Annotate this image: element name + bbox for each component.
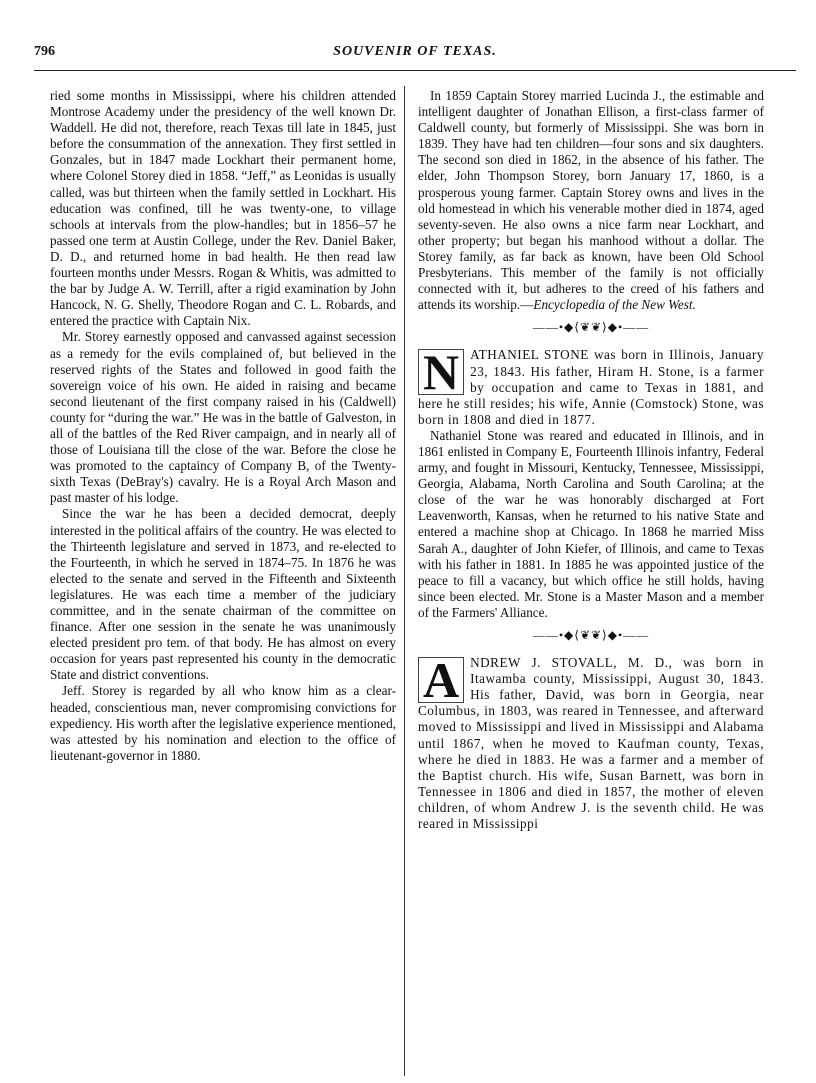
- source-citation: Encyclopedia of the New West.: [533, 297, 696, 313]
- section-separator-ornament: ——•◆⟨❦❦⟩◆•——: [532, 628, 650, 642]
- stone-paragraph-1: [418, 344, 764, 427]
- section-separator-ornament: ——•◆⟨❦❦⟩◆•——: [532, 320, 650, 335]
- storey-paragraph-1: ried some months in Mississippi, where his children attended Montrose Academy under the presidency of the well known Dr. Waddell. He did not, therefore, reach Texas till late in 1845, just before the consummation of the annexation. They first settled in Gonzales, but in 1847 made Lockhart their permanent home, where Colonel Storey died in 1858. “Jeff,” as Leonidas is usually called, was but thirteen when the family settled in Lockhart. His education was confined, till he was twenty-one, to village schools at intervals from the plow-handles; but in 1856–57 he passed one term at Austin College, under the Rev. Daniel Baker, D. D., and returned home in bad health. He then read law fourteen months under Messrs. Rogan & Whitis, was admitted to the bar by Judge A. W. Terrill, after a rigid examination by John Hancock, N. G. Shelly, Theodore Rogan and C. L. Robards, and entered the practice with Captain Nix.: [50, 88, 396, 329]
- storey-marriage-paragraph: [418, 88, 764, 313]
- page-header: [34, 44, 796, 66]
- left-column: [50, 88, 396, 764]
- stone-paragraph-2: Nathaniel Stone was reared and educated in Illinois, and in 1861 enlisted in Company E, Fourteenth Illinois infantry, Federal army, and fought in Missouri, Kentucky, Tennessee, Mississippi, Georgia, Alabama, North Carolina and South Carolina; at the close of the war he was honorably discharged at Fort Leavenworth, Kansas, when he returned to his native State and entered a machine shop at Chicago. In 1868 he married Miss Sarah A., daughter of John Kiefer, of Illinois, and came to Texas with his father in 1881. In 1885 he was appointed justice of the peace to fill a vacancy, but which office he still holds, having since been elected. Mr. Stone is a Master Mason and a member of the Farmers' Alliance.: [418, 427, 764, 620]
- page-number: 796: [34, 44, 55, 59]
- stone-intro-text: ATHANIEL STONE was born in Illinois, January 23, 1843. His father, Hiram H. Stone, is a farmer by occupation and came to Texas in 1881, and here he still resides; his wife, Annie (Comstock) Stone, was born in 1808 and died in 1877.: [418, 347, 764, 427]
- right-column: [418, 88, 764, 832]
- column-divider: [404, 86, 405, 1076]
- storey-paragraph-4: Jeff. Storey is regarded by all who know him as a clear-headed, conscientious man, never compromising convictions for expediency. His worth after the legislative experience mentioned, was attested by his nomination and election to the office of lieutenant-governor in 1880.: [50, 683, 396, 763]
- storey-paragraph-3: Since the war he has been a decided democrat, deeply interested in the political affairs of the country. He was elected to the Thirteenth legislature and served in 1873, and re-elected to the Fourteenth, in which he served in 1874–75. In 1876 he was elected to the senate and served in the Fifteenth and Sixteenth legislatures. He was each time a member of the judiciary committee, and in the senate chairman of the committee on finance. After one session in the senate he was unanimously elected president pro tem. of that body. He has almost on every occasion for years past represented his county in the democratic State and district conventions.: [50, 506, 396, 683]
- storey-marriage-text: In 1859 Captain Storey married Lucinda J., the estimable and intelligent daughter of Jonathan Ellison, a first-class farmer of Caldwell county, but formerly of Mississippi. She was born in 1839. They have had ten children—four sons and six daughters. The second son died in 1862, in the absence of his father. The elder, John Thompson Storey, born January 17, 1860, is a prosperous young farmer. Captain Storey owns and lives in the old homestead in which his venerable mother died in 1874, aged seventy-seven. He also owns a nice farm near Lockhart, and other property; but began his manhood without a dollar. The Storey family, as far back as known, have been Old School Presbyterians. This member of the family is not officially connected with it, but adheres to the creed of his fathers and attends its worship.—: [418, 88, 764, 313]
- header-rule: [34, 70, 796, 71]
- running-title: SOUVENIR OF TEXAS.: [333, 44, 497, 59]
- storey-paragraph-2: Mr. Storey earnestly opposed and canvassed against secession as a remedy for the evils complained of, but believed in the reserved rights of the States and followed in good faith the sovereign voice of his own. He aided in raising and became second lieutenant of the first company raised in his (Caldwell) county for “during the war.” He was in the battle of Galveston, in all of the battles of the Red River campaign, and in nearly all of those of Louisiana till the close of the war. Before the close he was promoted to the captaincy of Company B, of the Twenty-sixth Texas (DeBray's) cavalry. He is a Royal Arch Mason and past master of his lodge.: [50, 329, 396, 506]
- stovall-dropcap: A: [418, 657, 464, 703]
- stone-dropcap: N: [418, 349, 464, 395]
- stovall-intro-text: NDREW J. STOVALL, M. D., was born in Itawamba county, Mississippi, August 30, 1843. His father, David, was born in Georgia, near Columbus, in 1803, was reared in Tennessee, and afterward moved to Mississippi and lived in Mississippi and Alabama until 1867, when he moved to Kaufman county, Texas, where he died in 1883. He was a farmer and a member of the Baptist church. His wife, Susan Barnett, was born in Tennessee in 1806 and died in 1857, the mother of eleven children, of whom Andrew J. is the seventh child. He was reared in Mississippi: [418, 655, 764, 832]
- stovall-paragraph-1: [418, 652, 764, 832]
